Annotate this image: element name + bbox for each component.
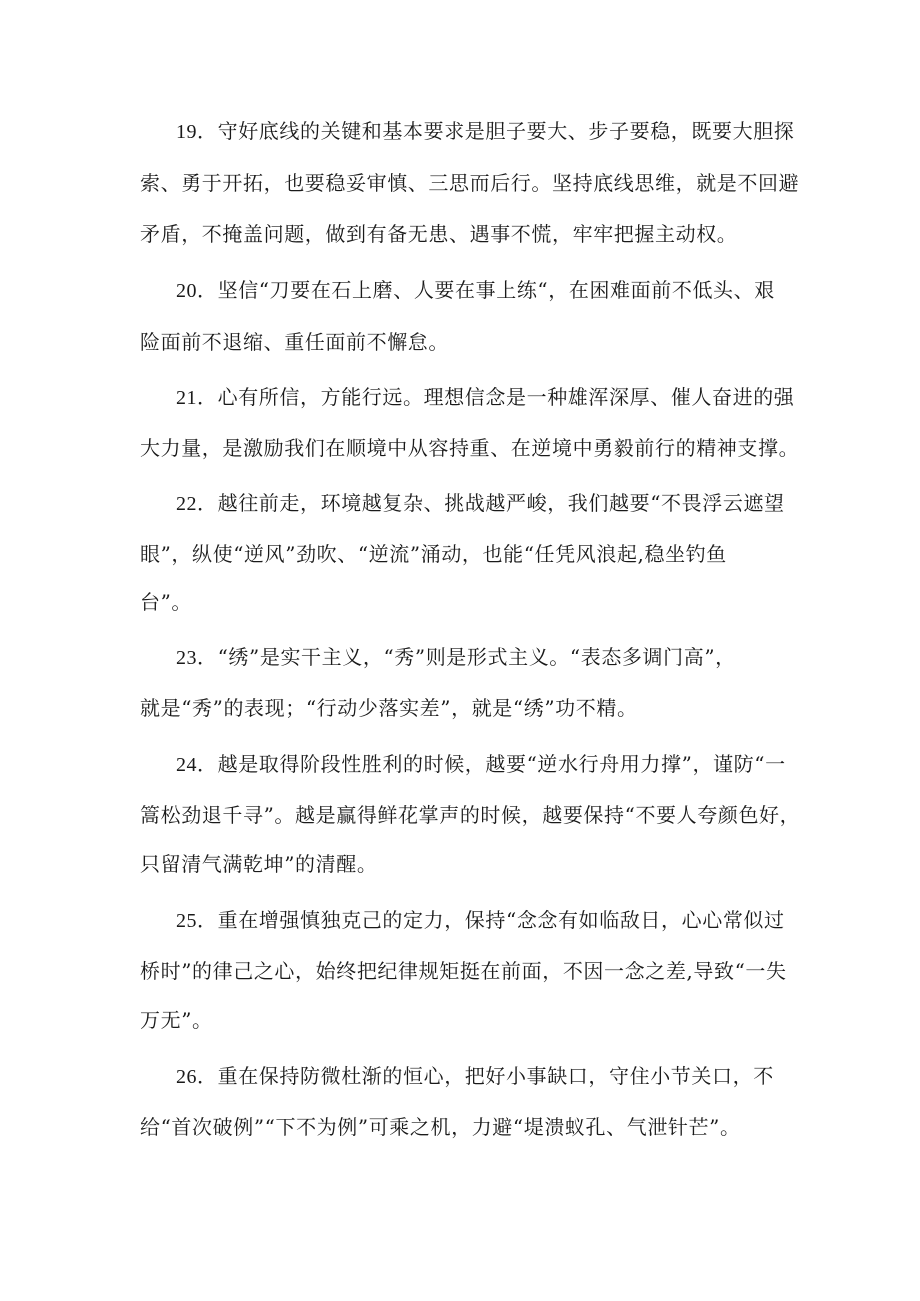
- paragraph-number: 23: [176, 647, 197, 669]
- paragraph-number: 19: [176, 121, 197, 143]
- paragraph-line: 险面前不退缩、重任面前不懈怠。: [140, 330, 449, 354]
- paragraph-text: ．重在保持防微杜渐的恒心，把好小事缺口，守住小节关口，不: [197, 1064, 774, 1088]
- paragraph-line: [176, 490, 785, 517]
- paragraph-text: ．越往前走，环境越复杂、挑战越严峻，我们越要“不畏浮云遮望: [197, 491, 785, 515]
- paragraph-line: 篙松劲退千寻”。越是赢得鲜花掌声的时候，越要保持“不要人夸颜色好，: [140, 803, 801, 827]
- paragraph-number: 26: [176, 1066, 197, 1088]
- paragraph-line: 万无”。: [140, 1008, 213, 1032]
- paragraph-text: ．重在增强慎独克己的定力，保持“念念有如临敌日，心心常似过: [197, 908, 785, 932]
- paragraph-text: ．坚信“刀要在石上磨、人要在事上练“，在困难面前不低头、艰: [197, 278, 775, 302]
- paragraph-number: 24: [176, 754, 197, 776]
- paragraph-line: [176, 751, 786, 778]
- paragraph-line: 桥时”的律己之心，始终把纪律规矩挺在前面，不因一念之差,导致“一失: [140, 959, 787, 983]
- paragraph-text: ．守好底线的关键和基本要求是胆子要大、步子要稳，既要大胆探: [197, 119, 795, 143]
- paragraph-line: [176, 907, 785, 934]
- paragraph-line: [176, 384, 794, 411]
- paragraph-line: 索、勇于开拓，也要稳妥审慎、三思而后行。坚持底线思维，就是不回避: [140, 171, 800, 195]
- paragraph-line: [176, 118, 794, 145]
- paragraph-number: 20: [176, 280, 197, 302]
- paragraph-line: 大力量，是激励我们在顺境中从容持重、在逆境中勇毅前行的精神支撑。: [140, 436, 800, 460]
- paragraph-line: 只留清气满乾坤”的清醒。: [140, 852, 378, 876]
- paragraph-line: 给“首次破例”“下不为例”可乘之机，力避“堤溃蚁孔、气泄针芒”。: [140, 1115, 741, 1139]
- paragraph-line: 矛盾，不掩盖问题，做到有备无患、遇事不慌，牢牢把握主动权。: [140, 222, 738, 246]
- paragraph-number: 22: [176, 493, 197, 515]
- paragraph-text: ．“绣”是实干主义，“秀”则是形式主义。“表态多调门高”，: [197, 645, 736, 669]
- paragraph-line: [176, 277, 775, 304]
- paragraph-text: ．越是取得阶段性胜利的时候，越要“逆水行舟用力撑”，谨防“一: [197, 752, 786, 776]
- paragraph-line: [176, 644, 736, 671]
- paragraph-line: [176, 1063, 774, 1090]
- paragraph-line: 眼”，纵使“逆风”劲吹、“逆流”涌动，也能“任凭风浪起,稳坐钓鱼: [140, 542, 727, 566]
- paragraph-number: 21: [176, 387, 197, 409]
- paragraph-line: 就是“秀”的表现；“行动少落实差”，就是“绣”功不精。: [140, 696, 638, 720]
- paragraph-number: 25: [176, 910, 197, 932]
- paragraph-text: ．心有所信，方能行远。理想信念是一种雄浑深厚、催人奋进的强: [197, 385, 795, 409]
- paragraph-line: 台”。: [140, 590, 193, 614]
